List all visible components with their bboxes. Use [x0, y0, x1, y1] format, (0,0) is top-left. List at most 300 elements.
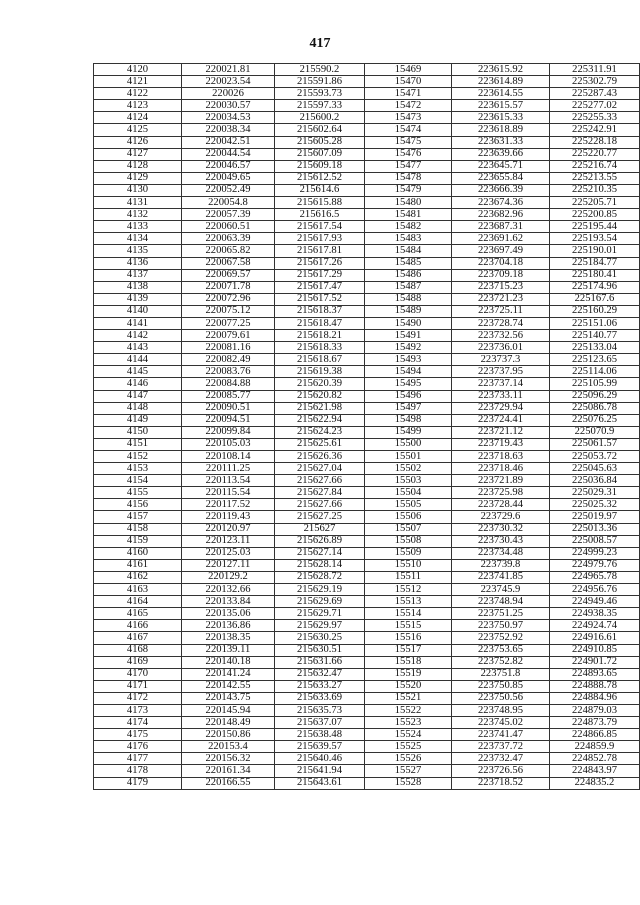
- table-cell: 223734.48: [452, 547, 550, 559]
- table-cell: 215609.18: [275, 160, 365, 172]
- table-cell: 220084.88: [182, 378, 275, 390]
- table-cell: 225053.72: [550, 451, 640, 463]
- page-number: 417: [309, 36, 331, 51]
- table-cell: 215638.48: [275, 729, 365, 741]
- table-cell: 215627.84: [275, 487, 365, 499]
- table-cell: 215627.66: [275, 499, 365, 511]
- table-cell: 4141: [94, 317, 182, 329]
- table-cell: 220067.58: [182, 257, 275, 269]
- table-cell: 215618.67: [275, 354, 365, 366]
- table-cell: 4171: [94, 680, 182, 692]
- table-row: [94, 584, 640, 596]
- table-cell: 225200.85: [550, 209, 640, 221]
- table-cell: 15479: [365, 184, 452, 196]
- table-cell: 4164: [94, 596, 182, 608]
- table-cell: 4137: [94, 269, 182, 281]
- table-row: [94, 547, 640, 559]
- table-cell: 220132.66: [182, 584, 275, 596]
- table-cell: 223721.23: [452, 293, 550, 305]
- table-cell: 220069.57: [182, 269, 275, 281]
- table-row: [94, 451, 640, 463]
- table-row: [94, 777, 640, 789]
- table-cell: 215627.14: [275, 547, 365, 559]
- table-cell: 223614.55: [452, 88, 550, 100]
- table-cell: 4152: [94, 451, 182, 463]
- table-cell: 223748.95: [452, 704, 550, 716]
- table-cell: 224938.35: [550, 608, 640, 620]
- table-cell: 4168: [94, 644, 182, 656]
- table-cell: 4176: [94, 741, 182, 753]
- table-cell: 15527: [365, 765, 452, 777]
- table-cell: 225160.29: [550, 305, 640, 317]
- table-cell: 4155: [94, 487, 182, 499]
- table-cell: 15478: [365, 172, 452, 184]
- table-cell: 15480: [365, 197, 452, 209]
- table-cell: 15517: [365, 644, 452, 656]
- table-cell: 4158: [94, 523, 182, 535]
- table-cell: 215624.23: [275, 426, 365, 438]
- table-cell: 4132: [94, 209, 182, 221]
- table-cell: 223748.94: [452, 596, 550, 608]
- table-cell: 4156: [94, 499, 182, 511]
- table-cell: 223691.62: [452, 233, 550, 245]
- table-cell: 15515: [365, 620, 452, 632]
- table-cell: 220120.97: [182, 523, 275, 535]
- table-row: [94, 620, 640, 632]
- table-cell: 215625.61: [275, 438, 365, 450]
- table-cell: 225277.02: [550, 100, 640, 112]
- table-row: [94, 330, 640, 342]
- table-cell: 220023.54: [182, 76, 275, 88]
- table-cell: 220150.86: [182, 729, 275, 741]
- table-cell: 215617.29: [275, 269, 365, 281]
- table-cell: 223715.23: [452, 281, 550, 293]
- table-cell: 4127: [94, 148, 182, 160]
- table-cell: 15522: [365, 704, 452, 716]
- table-cell: 225036.84: [550, 475, 640, 487]
- table-cell: 223666.39: [452, 184, 550, 196]
- table-cell: 225086.78: [550, 402, 640, 414]
- table-cell: 215631.66: [275, 656, 365, 668]
- table-cell: 215627.66: [275, 475, 365, 487]
- table-cell: 215618.47: [275, 317, 365, 329]
- table-cell: 15492: [365, 342, 452, 354]
- table-cell: 15493: [365, 354, 452, 366]
- table-cell: 4160: [94, 547, 182, 559]
- table-cell: 4145: [94, 366, 182, 378]
- table-cell: 225096.29: [550, 390, 640, 402]
- table-row: [94, 644, 640, 656]
- table-cell: 223709.18: [452, 269, 550, 281]
- table-cell: 223729.6: [452, 511, 550, 523]
- table-cell: 15505: [365, 499, 452, 511]
- table-cell: 215627.04: [275, 463, 365, 475]
- table-cell: 4138: [94, 281, 182, 293]
- table-cell: 4179: [94, 777, 182, 789]
- table-cell: 224888.78: [550, 680, 640, 692]
- table-cell: 220081.16: [182, 342, 275, 354]
- table-row: [94, 656, 640, 668]
- table-cell: 220166.55: [182, 777, 275, 789]
- table-row: [94, 596, 640, 608]
- table-cell: 225302.79: [550, 76, 640, 88]
- table-cell: 224843.97: [550, 765, 640, 777]
- table-cell: 4159: [94, 535, 182, 547]
- table-cell: 15525: [365, 741, 452, 753]
- table-cell: 215622.94: [275, 414, 365, 426]
- table-cell: 225070.9: [550, 426, 640, 438]
- table-cell: 215627: [275, 523, 365, 535]
- table-cell: 215612.52: [275, 172, 365, 184]
- table-cell: 225105.99: [550, 378, 640, 390]
- table-row: [94, 354, 640, 366]
- table-cell: 223614.89: [452, 76, 550, 88]
- table-cell: 224852.78: [550, 753, 640, 765]
- table-row: [94, 366, 640, 378]
- table-cell: 215637.07: [275, 717, 365, 729]
- table-cell: 15495: [365, 378, 452, 390]
- table-cell: 215602.64: [275, 124, 365, 136]
- table-cell: 15494: [365, 366, 452, 378]
- table-row: [94, 438, 640, 450]
- table-cell: 223718.63: [452, 451, 550, 463]
- table-cell: 215607.09: [275, 148, 365, 160]
- table-cell: 15476: [365, 148, 452, 160]
- table-cell: 4161: [94, 559, 182, 571]
- table-row: [94, 100, 640, 112]
- table-cell: 215617.81: [275, 245, 365, 257]
- table-cell: 215597.33: [275, 100, 365, 112]
- table-row: [94, 281, 640, 293]
- table-cell: 225255.33: [550, 112, 640, 124]
- table-cell: 220046.57: [182, 160, 275, 172]
- table-cell: 220108.14: [182, 451, 275, 463]
- table-cell: 225019.97: [550, 511, 640, 523]
- table-cell: 15477: [365, 160, 452, 172]
- table-cell: 220082.49: [182, 354, 275, 366]
- table-cell: 224873.79: [550, 717, 640, 729]
- table-cell: 223721.89: [452, 475, 550, 487]
- table-cell: 223697.49: [452, 245, 550, 257]
- table-cell: 215617.54: [275, 221, 365, 233]
- table-cell: 223655.84: [452, 172, 550, 184]
- table-cell: 225025.32: [550, 499, 640, 511]
- table-cell: 4135: [94, 245, 182, 257]
- table-cell: 215629.71: [275, 608, 365, 620]
- table-cell: 220115.54: [182, 487, 275, 499]
- table-row: [94, 293, 640, 305]
- table-cell: 215630.51: [275, 644, 365, 656]
- table-cell: 223745.02: [452, 717, 550, 729]
- table-cell: 4149: [94, 414, 182, 426]
- table-cell: 4126: [94, 136, 182, 148]
- table-cell: 4165: [94, 608, 182, 620]
- table-cell: 15526: [365, 753, 452, 765]
- table-cell: 223741.47: [452, 729, 550, 741]
- table-cell: 223736.01: [452, 342, 550, 354]
- table-cell: 15471: [365, 88, 452, 100]
- table-cell: 215626.89: [275, 535, 365, 547]
- table-cell: 220105.03: [182, 438, 275, 450]
- table-cell: 15514: [365, 608, 452, 620]
- table-cell: 4130: [94, 184, 182, 196]
- table-cell: 223631.33: [452, 136, 550, 148]
- table-row: [94, 511, 640, 523]
- table-cell: 224949.46: [550, 596, 640, 608]
- table-cell: 223745.9: [452, 584, 550, 596]
- table-cell: 215628.72: [275, 571, 365, 583]
- table-cell: 223732.47: [452, 753, 550, 765]
- table-row: [94, 680, 640, 692]
- table-row: [94, 487, 640, 499]
- table-cell: 220140.18: [182, 656, 275, 668]
- table-cell: 215633.27: [275, 680, 365, 692]
- table-cell: 15472: [365, 100, 452, 112]
- table-cell: 4144: [94, 354, 182, 366]
- table-cell: 225076.25: [550, 414, 640, 426]
- table-cell: 15524: [365, 729, 452, 741]
- table-row: [94, 426, 640, 438]
- table-cell: 4139: [94, 293, 182, 305]
- table-cell: 220135.06: [182, 608, 275, 620]
- table-cell: 224884.96: [550, 692, 640, 704]
- table-cell: 215633.69: [275, 692, 365, 704]
- table-cell: 15499: [365, 426, 452, 438]
- table-row: [94, 704, 640, 716]
- table-cell: 220138.35: [182, 632, 275, 644]
- table-cell: 225287.43: [550, 88, 640, 100]
- table-cell: 223737.14: [452, 378, 550, 390]
- table-cell: 223733.11: [452, 390, 550, 402]
- table-cell: 220123.11: [182, 535, 275, 547]
- table-row: [94, 197, 640, 209]
- table-cell: 220030.57: [182, 100, 275, 112]
- table-cell: 223732.56: [452, 330, 550, 342]
- table-cell: 15487: [365, 281, 452, 293]
- table-cell: 225205.71: [550, 197, 640, 209]
- table-row: [94, 378, 640, 390]
- table-row: [94, 305, 640, 317]
- table-cell: 220038.34: [182, 124, 275, 136]
- table-cell: 223615.92: [452, 64, 550, 76]
- table-cell: 220071.78: [182, 281, 275, 293]
- table-row: [94, 112, 640, 124]
- table-row: [94, 668, 640, 680]
- table-cell: 225013.36: [550, 523, 640, 535]
- table-cell: 15502: [365, 463, 452, 475]
- table-cell: 224879.03: [550, 704, 640, 716]
- table-cell: 220054.8: [182, 197, 275, 209]
- table-row: [94, 753, 640, 765]
- table-cell: 225242.91: [550, 124, 640, 136]
- table-cell: 4175: [94, 729, 182, 741]
- table-cell: 15500: [365, 438, 452, 450]
- table-cell: 223752.82: [452, 656, 550, 668]
- table-row: [94, 317, 640, 329]
- table-cell: 4170: [94, 668, 182, 680]
- table-cell: 220153.4: [182, 741, 275, 753]
- table-cell: 15473: [365, 112, 452, 124]
- table-cell: 4162: [94, 571, 182, 583]
- table-cell: 223741.85: [452, 571, 550, 583]
- table-cell: 223618.89: [452, 124, 550, 136]
- table-cell: 220125.03: [182, 547, 275, 559]
- table-cell: 215643.61: [275, 777, 365, 789]
- table-cell: 15518: [365, 656, 452, 668]
- table-cell: 15470: [365, 76, 452, 88]
- table-row: [94, 342, 640, 354]
- table-cell: 223753.65: [452, 644, 550, 656]
- table-cell: 220090.51: [182, 402, 275, 414]
- table-cell: 225184.77: [550, 257, 640, 269]
- table-cell: 4125: [94, 124, 182, 136]
- table-cell: 223719.43: [452, 438, 550, 450]
- table-cell: 225193.54: [550, 233, 640, 245]
- table-cell: 15507: [365, 523, 452, 535]
- table-row: [94, 765, 640, 777]
- table-cell: 215600.2: [275, 112, 365, 124]
- table-cell: 4140: [94, 305, 182, 317]
- table-cell: 215617.52: [275, 293, 365, 305]
- table-cell: 224979.76: [550, 559, 640, 571]
- table-cell: 4133: [94, 221, 182, 233]
- table-row: [94, 269, 640, 281]
- table-cell: 220072.96: [182, 293, 275, 305]
- table-cell: 225195.44: [550, 221, 640, 233]
- table-cell: 220161.34: [182, 765, 275, 777]
- table-row: [94, 535, 640, 547]
- table-cell: 15504: [365, 487, 452, 499]
- table-cell: 223751.25: [452, 608, 550, 620]
- table-cell: 15491: [365, 330, 452, 342]
- table-cell: 15523: [365, 717, 452, 729]
- table-cell: 215635.73: [275, 704, 365, 716]
- table-cell: 4173: [94, 704, 182, 716]
- table-cell: 220148.49: [182, 717, 275, 729]
- table-cell: 4166: [94, 620, 182, 632]
- table-cell: 225114.06: [550, 366, 640, 378]
- table-cell: 215626.36: [275, 451, 365, 463]
- table-cell: 215641.94: [275, 765, 365, 777]
- table-row: [94, 475, 640, 487]
- table-cell: 225167.6: [550, 293, 640, 305]
- table-row: [94, 148, 640, 160]
- table-cell: 220136.86: [182, 620, 275, 632]
- table-cell: 215615.88: [275, 197, 365, 209]
- table-cell: 15488: [365, 293, 452, 305]
- table-cell: 4128: [94, 160, 182, 172]
- table-cell: 4123: [94, 100, 182, 112]
- table-cell: 215618.33: [275, 342, 365, 354]
- table-cell: 15475: [365, 136, 452, 148]
- table-cell: 215620.39: [275, 378, 365, 390]
- table-cell: 15490: [365, 317, 452, 329]
- table-cell: 15516: [365, 632, 452, 644]
- table-cell: 4143: [94, 342, 182, 354]
- table-row: [94, 402, 640, 414]
- table-cell: 15483: [365, 233, 452, 245]
- table-row: [94, 729, 640, 741]
- table-cell: 224835.2: [550, 777, 640, 789]
- table-cell: 4142: [94, 330, 182, 342]
- table-cell: 220113.54: [182, 475, 275, 487]
- table-cell: 223750.85: [452, 680, 550, 692]
- table-cell: 215590.2: [275, 64, 365, 76]
- coordinates-table: [93, 63, 640, 790]
- table-cell: 15496: [365, 390, 452, 402]
- table-cell: 220075.12: [182, 305, 275, 317]
- table-cell: 220142.55: [182, 680, 275, 692]
- table-cell: 223639.66: [452, 148, 550, 160]
- table-cell: 224924.74: [550, 620, 640, 632]
- table-cell: 224956.76: [550, 584, 640, 596]
- table-cell: 220034.53: [182, 112, 275, 124]
- table-cell: 223737.95: [452, 366, 550, 378]
- table-cell: 223682.96: [452, 209, 550, 221]
- table-cell: 215628.14: [275, 559, 365, 571]
- table-cell: 215629.19: [275, 584, 365, 596]
- table-cell: 4147: [94, 390, 182, 402]
- table-cell: 4157: [94, 511, 182, 523]
- table-cell: 225151.06: [550, 317, 640, 329]
- table-cell: 15489: [365, 305, 452, 317]
- table-row: [94, 245, 640, 257]
- table-cell: 225008.57: [550, 535, 640, 547]
- table-cell: 220063.39: [182, 233, 275, 245]
- table-cell: 225061.57: [550, 438, 640, 450]
- table-cell: 15520: [365, 680, 452, 692]
- table-cell: 215617.47: [275, 281, 365, 293]
- table-cell: 224916.61: [550, 632, 640, 644]
- table-cell: 4172: [94, 692, 182, 704]
- table-cell: 224901.72: [550, 656, 640, 668]
- table-cell: 215621.98: [275, 402, 365, 414]
- table-row: [94, 571, 640, 583]
- table-cell: 4129: [94, 172, 182, 184]
- table-cell: 15511: [365, 571, 452, 583]
- table-cell: 225213.55: [550, 172, 640, 184]
- table-cell: 4169: [94, 656, 182, 668]
- table-cell: 4167: [94, 632, 182, 644]
- table-cell: 223721.12: [452, 426, 550, 438]
- table-cell: 15469: [365, 64, 452, 76]
- table-cell: 220141.24: [182, 668, 275, 680]
- table-cell: 215591.86: [275, 76, 365, 88]
- table-cell: 15481: [365, 209, 452, 221]
- table-body: [94, 64, 640, 790]
- table-cell: 220117.52: [182, 499, 275, 511]
- table-cell: 220111.25: [182, 463, 275, 475]
- table-row: [94, 559, 640, 571]
- table-cell: 4154: [94, 475, 182, 487]
- table-cell: 225180.41: [550, 269, 640, 281]
- table-cell: 4136: [94, 257, 182, 269]
- table-cell: 223737.72: [452, 741, 550, 753]
- table-cell: 223730.32: [452, 523, 550, 535]
- table-cell: 4151: [94, 438, 182, 450]
- table-cell: 223615.33: [452, 112, 550, 124]
- table-cell: 224999.23: [550, 547, 640, 559]
- table-cell: 15508: [365, 535, 452, 547]
- table-row: [94, 463, 640, 475]
- table-cell: 15501: [365, 451, 452, 463]
- table-cell: 220139.11: [182, 644, 275, 656]
- table-cell: 223728.74: [452, 317, 550, 329]
- table-cell: 15506: [365, 511, 452, 523]
- table-row: [94, 136, 640, 148]
- table-cell: 220026: [182, 88, 275, 100]
- table-cell: 223751.8: [452, 668, 550, 680]
